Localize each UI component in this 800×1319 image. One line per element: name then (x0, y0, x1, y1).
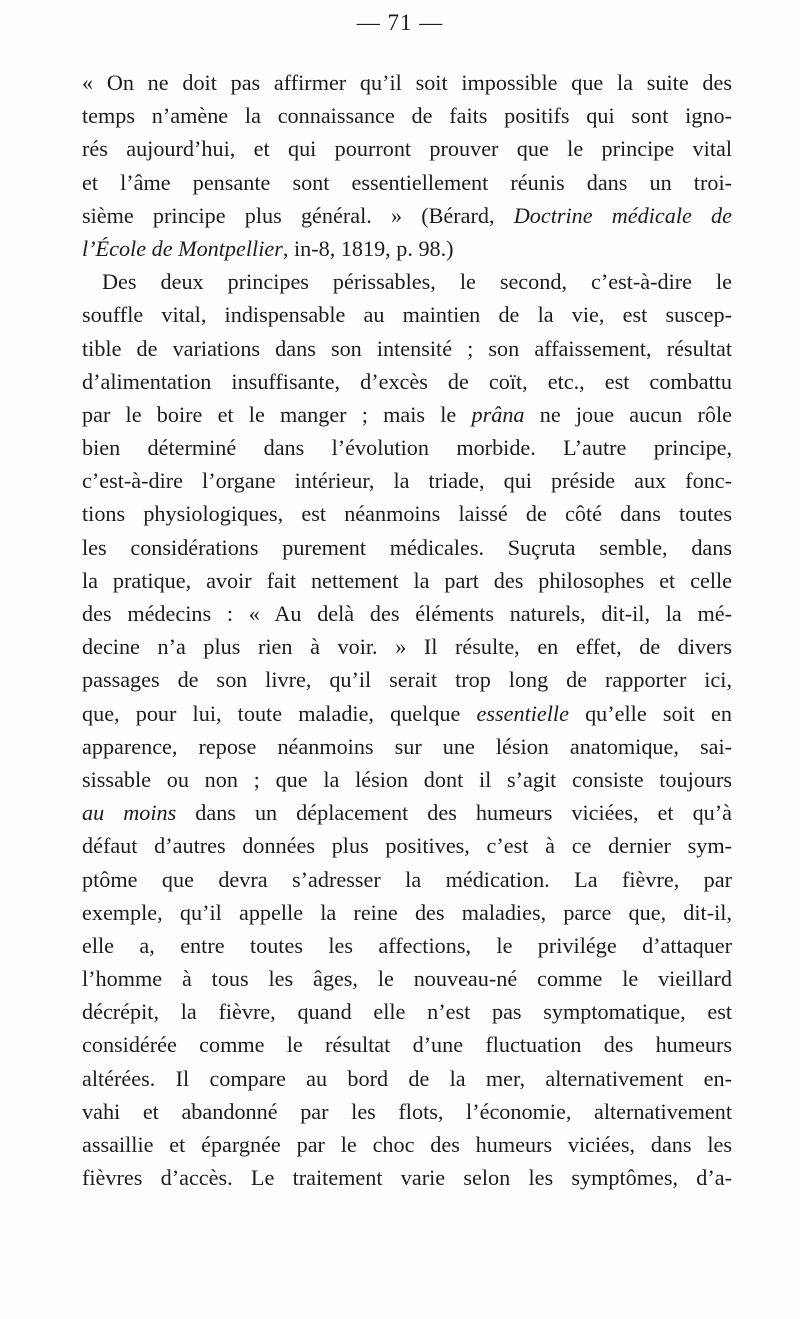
text-line (82, 497, 732, 530)
text-span: sième principe plus général. » (Bérard, (82, 202, 514, 228)
text-line (82, 730, 732, 763)
text-span: que, pour lui, toute maladie, quelque (82, 700, 477, 726)
text-span: apparence, repose néanmoins sur une lésion anatomique, sai- (82, 733, 732, 759)
text-span: souffle vital, indispensable au maintien de la vie, est suscep- (82, 302, 732, 328)
text-line (82, 763, 732, 796)
text-span: qu’elle soit en (568, 700, 732, 726)
text-line (82, 431, 732, 464)
text-span: la pratique, avoir fait nettement la part des philosophes et celle (82, 567, 732, 593)
text-line (82, 398, 732, 431)
text-line (82, 597, 732, 630)
text-span: altérées. Il compare au bord de la mer, alternativement en- (82, 1065, 732, 1091)
text-span: des médecins : « Au delà des éléments naturels, dit-il, la mé- (82, 601, 732, 626)
text-span: vahi et abandonné par les flots, l’économie, alternativement (82, 1098, 732, 1124)
italic-text-span: essentielle (476, 700, 569, 726)
text-line (82, 962, 732, 995)
text-line (82, 1095, 732, 1128)
text-line (82, 697, 732, 730)
text-span: tible de variations dans son intensité ; son affaissement, résultat (82, 335, 732, 361)
text-line (82, 796, 732, 829)
text-line (82, 265, 732, 298)
text-span: decine n’a plus rien à voir. » Il résulte, en effet, de divers (82, 634, 732, 660)
text-span: , in-8, 1819, p. 98.) (282, 235, 454, 261)
text-line (82, 531, 732, 564)
text-line (82, 298, 732, 331)
text-span: l’homme à tous les âges, le nouveau-né comme le vieillard (82, 966, 732, 992)
text-line (82, 663, 732, 696)
text-line (82, 199, 732, 232)
italic-text-span: prâna (471, 401, 525, 427)
text-span: « On ne doit pas affirmer qu’il soit impossible que la suite des (82, 70, 732, 95)
text-span: les considérations purement médicales. Suçruta semble, dans (82, 534, 732, 560)
text-span: par le boire et le manger ; mais le (82, 401, 472, 427)
text-line (82, 863, 732, 896)
text-span: tions physiologiques, est néanmoins laissé de côté dans toutes (82, 501, 732, 527)
text-line (82, 132, 732, 165)
text-span: défaut d’autres données plus positives, c’est à ce dernier sym- (82, 833, 732, 859)
text-span: bien déterminé dans l’évolution morbide. L’autre principe, (82, 435, 732, 461)
text-span: passages de son livre, qu’il serait trop long de rapporter ici, (82, 667, 732, 693)
italic-text-span: l’École de Montpellier (82, 235, 283, 261)
text-span: ptôme que devra s’adresser la médication. La fièvre, par (82, 866, 732, 892)
text-line (82, 1161, 732, 1194)
page-body-text (82, 66, 732, 1194)
text-line (82, 829, 732, 862)
text-span: c’est-à-dire l’organe intérieur, la triade, qui préside aux fonc- (82, 468, 732, 494)
text-span: dans un déplacement des humeurs viciées, et qu’à (176, 800, 732, 826)
text-span: temps n’amène la connaissance de faits positifs qui sont igno- (82, 103, 732, 129)
text-line (82, 564, 732, 597)
text-line (82, 66, 732, 99)
text-line (82, 630, 732, 663)
text-span: exemple, qu’il appelle la reine des maladies, parce que, dit-il, (82, 899, 732, 925)
text-line (82, 166, 732, 199)
text-line (82, 365, 732, 398)
text-span: sissable ou non ; que la lésion dont il s’agit consiste toujours (82, 766, 732, 792)
text-line (82, 995, 732, 1028)
text-span: ne joue aucun rôle (524, 401, 732, 427)
text-span: et l’âme pensante sont essentiellement réunis dans un troi- (82, 169, 732, 195)
italic-text-span: au moins (82, 800, 177, 826)
text-span: assaillie et épargnée par le choc des humeurs viciées, dans les (82, 1132, 732, 1157)
text-line (82, 929, 732, 962)
page-number: — 71 — (356, 10, 444, 35)
text-line (82, 332, 732, 365)
text-span: fièvres d’accès. Le traitement varie selon les symptômes, d’a- (82, 1165, 732, 1191)
text-line (82, 99, 732, 132)
text-line (82, 1028, 732, 1061)
text-line (82, 464, 732, 497)
text-line (82, 232, 732, 265)
italic-text-span: Doctrine médicale de (513, 202, 732, 228)
text-span: elle a, entre toutes les affections, le privilége d’attaquer (82, 932, 732, 958)
text-line (82, 1062, 732, 1095)
text-line (82, 896, 732, 929)
text-span: rés aujourd’hui, et qui pourront prouver que le principe vital (82, 136, 732, 162)
text-line (82, 1128, 732, 1161)
text-span: d’alimentation insuffisante, d’excès de coït, etc., est combattu (82, 368, 732, 394)
text-span: décrépit, la fièvre, quand elle n’est pas symptomatique, est (82, 999, 732, 1025)
text-span: considérée comme le résultat d’une fluctuation des humeurs (82, 1032, 732, 1058)
text-span: Des deux principes périssables, le second, c’est-à-dire le (102, 269, 732, 295)
